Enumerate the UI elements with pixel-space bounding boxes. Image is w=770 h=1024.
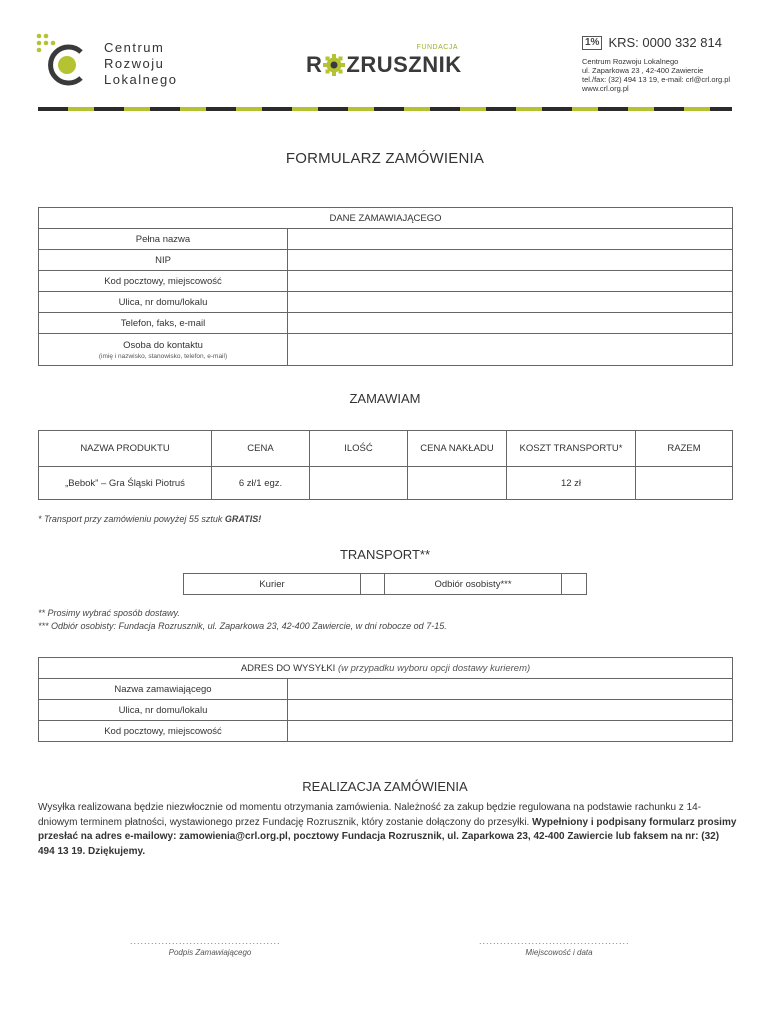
one-percent-badge: 1%	[582, 36, 602, 50]
shipping-label-street: Ulica, nr domu/lokalu	[39, 700, 288, 721]
field-label-contact-person: Osoba do kontaktu (imię i nazwisko, stanowisko, telefon, e-mail)	[39, 334, 288, 366]
signature-line-left: ...........................................	[130, 936, 281, 946]
gear-icon	[323, 54, 345, 76]
shipping-name-field[interactable]	[288, 679, 733, 700]
quantity-field[interactable]	[310, 467, 408, 500]
courier-option-label: Kurier	[184, 574, 361, 595]
crl-logo-text: Centrum Rozwoju Lokalnego	[104, 40, 178, 87]
transport-free-note: * Transport przy zamówieniu powyżej 55 sztuk GRATIS!	[38, 514, 262, 524]
pickup-checkbox[interactable]	[562, 574, 587, 595]
ordering-party-header: DANE ZAMAWIAJĄCEGO	[39, 208, 733, 229]
rozrusznik-letter-r: R	[306, 52, 323, 77]
col-product-name: NAZWA PRODUKTU	[39, 431, 212, 467]
crl-logo-ring	[45, 43, 89, 87]
price-cell: 6 zł/1 egz.	[212, 467, 310, 500]
full-name-field[interactable]	[288, 229, 733, 250]
header-divider-stripe	[38, 107, 732, 111]
signature-label-client: Podpis Zamawiającego	[168, 948, 252, 957]
transport-heading: TRANSPORT**	[339, 547, 431, 562]
shipping-postal-code-field[interactable]	[288, 721, 733, 742]
order-heading: ZAMAWIAM	[349, 391, 421, 406]
total-price-field[interactable]	[408, 467, 507, 500]
pickup-option-label: Odbiór osobisty***	[385, 574, 562, 595]
transport-table	[183, 573, 587, 595]
street-field[interactable]	[288, 292, 733, 313]
fulfillment-instructions: Wypełniony i podpisany formularz prosimy przesłać na adres e-mailowy: zamowienia@crl.org.pl, pocztowy Fundacja Rozrusznik, ul. Zaparkowa 23, 42-400 Zawiercie lub faksem na nr: (32) 494 13 19. Dziękujemy.	[38, 816, 737, 857]
phone-field[interactable]	[288, 313, 733, 334]
fulfillment-heading: REALIZACJA ZAMÓWIENIA	[302, 779, 468, 794]
sum-field[interactable]	[636, 467, 733, 500]
fulfillment-text: Wysyłka realizowana będzie niezwłocznie od momentu otrzymania zamówienia. Należność za zakup będzie regulowana na podstawie rachunku z 14-dniowym terminem płatności, wystawionego przez Fundację Rozrusznik, który zostanie dołączony do przesyłki. Wypełniony i podpisany formularz prosimy przesłać na adres e-mailowy: zamowienia@crl.org.pl, pocztowy Fundacja Rozrusznik, ul. Zaparkowa 23, 42-400 Zawiercie lub faksem na nr: (32) 494 13 19. Dziękujemy.	[38, 802, 737, 857]
field-label-phone: Telefon, faks, e-mail	[39, 313, 288, 334]
product-name-cell: „Bebok” – Gra Śląski Piotruś	[39, 467, 212, 500]
rozrusznik-fundacja-label: FUNDACJA	[416, 44, 458, 51]
delivery-choice-note: ** Prosimy wybrać sposób dostawy.	[38, 608, 180, 618]
shipping-address-table	[38, 657, 733, 742]
organization-address: Centrum Rozwoju Lokalnego ul. Zaparkowa 23 , 42-400 Zawiercie tel./fax: (32) 494 13 19, e-mail: crl@crl.org.pl www.crl.org.pl	[582, 57, 731, 93]
signature-line-right: ...........................................	[479, 936, 630, 946]
krs-line	[582, 35, 722, 50]
col-price: CENA	[212, 431, 310, 467]
field-label-postal-code: Kod pocztowy, miejscowość	[39, 271, 288, 292]
courier-checkbox[interactable]	[361, 574, 385, 595]
field-label-nip: NIP	[39, 250, 288, 271]
ordering-party-table	[38, 207, 733, 366]
transport-cost-cell: 12 zł	[507, 467, 636, 500]
postal-code-field[interactable]	[288, 271, 733, 292]
rozrusznik-logo	[306, 44, 470, 80]
contact-person-field[interactable]	[288, 334, 733, 366]
krs-number: KRS: 0000 332 814	[608, 35, 722, 50]
col-sum: RAZEM	[636, 431, 733, 467]
nip-field[interactable]	[288, 250, 733, 271]
shipping-label-name: Nazwa zamawiającego	[39, 679, 288, 700]
order-table	[38, 430, 733, 500]
col-total-price: CENA NAKŁADU	[408, 431, 507, 467]
field-label-full-name: Pełna nazwa	[39, 229, 288, 250]
shipping-street-field[interactable]	[288, 700, 733, 721]
contact-person-hint: (imię i nazwisko, stanowisko, telefon, e-mail)	[98, 352, 228, 360]
col-quantity: ILOŚĆ	[310, 431, 408, 467]
signature-label-place-date: Miejscowość i data	[525, 948, 593, 957]
shipping-label-postal-code: Kod pocztowy, miejscowość	[39, 721, 288, 742]
col-transport-cost: KOSZT TRANSPORTU*	[507, 431, 636, 467]
pickup-info-note: *** Odbiór osobisty: Fundacja Rozrusznik, ul. Zaparkowa 23, 42-400 Zawiercie, w dni robocze od 7-15.	[38, 621, 447, 631]
shipping-address-header: ADRES DO WYSYŁKI (w przypadku wyboru opcji dostawy kurierem)	[39, 658, 733, 679]
rozrusznik-letters: ZRUSZNIK	[346, 52, 462, 77]
page-title: FORMULARZ ZAMÓWIENIA	[285, 150, 485, 167]
field-label-street: Ulica, nr domu/lokalu	[39, 292, 288, 313]
